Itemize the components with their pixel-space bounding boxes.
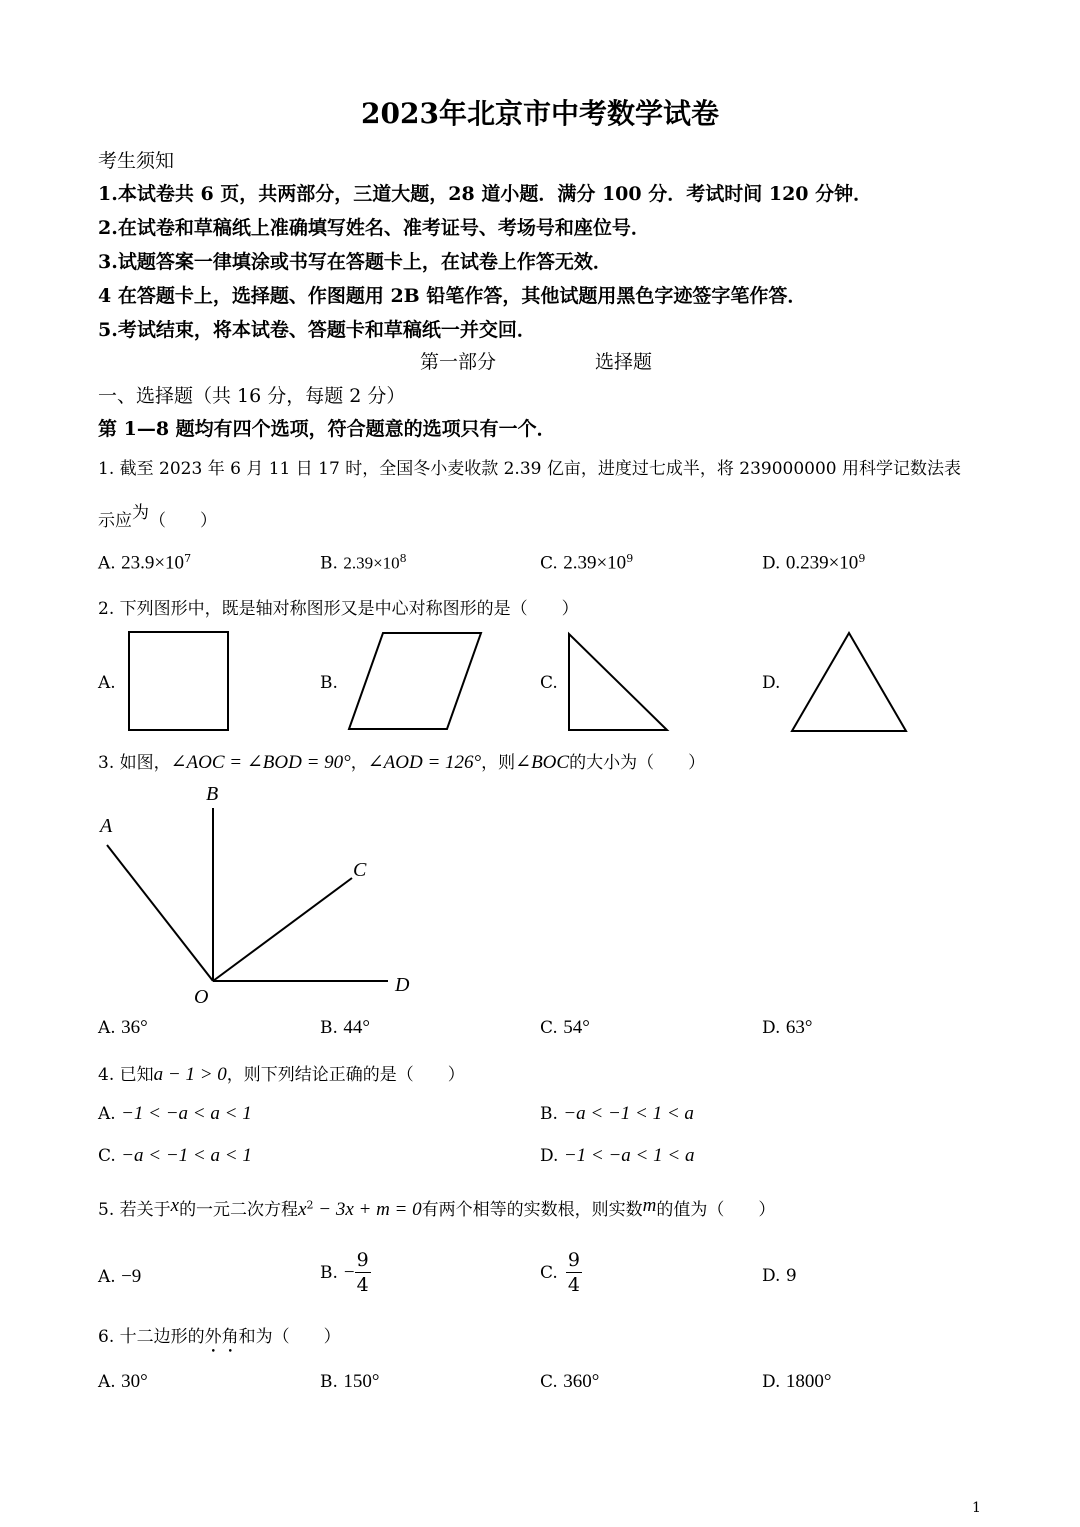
page-number: 1 <box>972 1500 981 1516</box>
part-name: 第一部分 <box>420 351 497 373</box>
q5-option-d: D. 9 <box>762 1266 797 1286</box>
option-letter: B. <box>320 1262 338 1283</box>
question-1-text: 为 <box>132 503 149 523</box>
fraction <box>355 1250 371 1295</box>
q3-option-c <box>540 1017 590 1039</box>
option-value: 1800° <box>785 1371 832 1392</box>
option-letter: B. <box>320 553 338 574</box>
notice-item: 1.本试卷共 6 页，共两部分，三道大题，28 道小题．满分 100 分．考试时间 120 分钟． <box>98 183 873 205</box>
option-mantissa: 2.39 <box>563 552 597 574</box>
question-4-text <box>98 1060 465 1086</box>
question-4-prefix: 4. 已知 <box>98 1065 154 1085</box>
notice-item: 4 在答题卡上，选择题、作图题用 2B 铅笔作答，其他试题用黑色字迹签字笔作答． <box>98 285 807 307</box>
equilateral-triangle-shape <box>792 633 906 731</box>
option-letter: D. <box>540 1146 559 1166</box>
q6-option-c <box>540 1371 599 1393</box>
q4-option-b <box>540 1103 694 1125</box>
fraction <box>566 1250 582 1295</box>
option-exponent: 8 <box>399 552 407 565</box>
option-exponent: 9 <box>858 552 866 565</box>
question-5-suffix: 的值为（ ） <box>656 1200 776 1220</box>
option-value: 63° <box>785 1017 813 1038</box>
notice-item: 2.在试卷和草稿纸上准确填写姓名、准考证号、考场号和座位号． <box>98 217 650 239</box>
q5-option-b <box>320 1250 371 1295</box>
option-exponent: 7 <box>184 552 192 565</box>
question-1-line-1: 1. 截至 2023 年 6 月 11 日 17 时，全国冬小麦收款 2.39 亿亩，进度过七成半，将 239000000 用科学记数法表 <box>98 459 962 479</box>
option-value: 44° <box>343 1017 370 1038</box>
option-value: 150° <box>343 1371 380 1392</box>
question-3-prefix: 3. 如图， <box>98 753 171 773</box>
notice-item: 5.考试结束，将本试卷、答题卡和草稿纸一并交回． <box>98 319 536 341</box>
notice-item: 3.试题答案一律填涂或书写在答题卡上，在试卷上作答无效． <box>98 251 612 273</box>
question-6-prefix: 6. 十二边形的 <box>98 1327 205 1347</box>
option-letter: A. <box>98 1018 116 1038</box>
question-2-text: 2. 下列图形中，既是轴对称图形又是中心对称图形的是（ ） <box>98 599 579 619</box>
option-mantissa: 2.39 <box>343 553 374 573</box>
page-title: 2023年北京市中考数学试卷 <box>361 97 719 130</box>
option-letter: B. <box>320 1018 338 1038</box>
question-5-m: m <box>642 1195 657 1216</box>
question-3-ask: ∠BOC <box>515 752 570 773</box>
question-4-suffix: ，则下列结论正确的是（ ） <box>226 1065 465 1085</box>
q6-option-a <box>98 1371 148 1393</box>
question-5-text <box>98 1195 775 1221</box>
option-times: ×10 <box>154 552 185 574</box>
option-letter: D. <box>762 1372 781 1392</box>
option-mantissa: 23.9 <box>121 552 155 574</box>
q4-option-c <box>98 1145 252 1167</box>
question-5-var: x <box>170 1195 180 1216</box>
fraction-denominator: 4 <box>567 1274 580 1296</box>
option-times: ×10 <box>828 552 859 574</box>
q5-option-a <box>98 1266 141 1288</box>
question-3-suffix: 的大小为（ ） <box>569 753 706 773</box>
section-instruction: 第 1—8 题均有四个选项，符合题意的选项只有一个． <box>98 418 556 440</box>
question-6-suffix: 和为（ ） <box>238 1327 341 1347</box>
option-value: −1 < −a < a < 1 <box>121 1103 252 1124</box>
fraction-numerator: 9 <box>356 1249 369 1271</box>
label-b: B <box>206 783 219 805</box>
option-value: 30° <box>121 1371 148 1392</box>
option-times: ×10 <box>596 552 627 574</box>
fraction-numerator: 9 <box>567 1249 580 1271</box>
right-triangle-shape <box>569 634 667 730</box>
option-letter: A. <box>98 553 116 574</box>
question-3-condition-2: ∠AOD = 126° <box>367 752 482 773</box>
option-letter: C. <box>540 673 558 693</box>
option-letter: D. <box>762 553 781 574</box>
label-o: O <box>194 986 209 1008</box>
option-sign: − <box>343 1261 355 1283</box>
option-letter: A. <box>98 1372 116 1392</box>
option-letter: C. <box>540 1372 558 1392</box>
option-value: 36° <box>121 1017 148 1038</box>
option-value: 54° <box>563 1017 590 1038</box>
fraction-denominator: 4 <box>356 1274 369 1296</box>
option-times: ×10 <box>373 553 400 573</box>
question-5-prefix: 5. 若关于 <box>98 1200 171 1220</box>
ray-oa <box>107 845 213 981</box>
option-value: −9 <box>121 1266 142 1287</box>
square-shape <box>129 632 228 730</box>
option-value: −a < −1 < a < 1 <box>121 1145 252 1166</box>
q4-option-d <box>540 1145 694 1167</box>
question-3-condition-1: ∠AOC = ∠BOD = 90° <box>170 752 351 773</box>
question-5-eq-x: x <box>298 1199 307 1220</box>
option-letter: A. <box>98 1267 116 1287</box>
option-letter: B. <box>540 1104 558 1124</box>
part-type: 选择题 <box>595 351 653 373</box>
label-d: D <box>395 974 410 996</box>
option-letter: B. <box>320 1372 338 1392</box>
q6-option-d <box>762 1371 831 1393</box>
q5-option-c <box>540 1250 582 1295</box>
option-letter: C. <box>540 553 558 574</box>
question-3-separator: ， <box>350 753 368 773</box>
option-letter: A. <box>98 1104 116 1124</box>
question-6-emphasis: 外角 <box>204 1327 239 1347</box>
question-1-text: 示应 <box>98 511 132 531</box>
option-letter: B. <box>320 673 338 693</box>
question-1-bracket: （ ） <box>149 511 217 531</box>
option-letter: C. <box>540 1262 558 1283</box>
q2-shapes <box>0 0 1080 760</box>
option-value: 360° <box>563 1371 600 1392</box>
notice-heading: 考生须知 <box>98 150 175 172</box>
option-letter: D. <box>762 1018 781 1038</box>
option-letter: A. <box>98 673 116 693</box>
label-c: C <box>353 859 367 881</box>
question-3-mid: ，则 <box>481 753 516 773</box>
section-heading: 一、选择题（共 16 分，每题 2 分） <box>98 385 406 407</box>
question-4-condition: a − 1 > 0 <box>153 1064 227 1085</box>
question-6-text <box>98 1322 341 1357</box>
ray-oc <box>213 878 352 981</box>
question-5-eq-rest: − 3x + m = 0 <box>313 1199 422 1220</box>
option-value: −1 < −a < 1 < a <box>563 1145 695 1166</box>
option-exponent: 9 <box>626 552 634 565</box>
question-5-mid: 有两个相等的实数根，则实数 <box>421 1200 643 1220</box>
option-mantissa: 0.239 <box>785 552 829 574</box>
q3-option-b <box>320 1017 370 1039</box>
q3-option-d <box>762 1017 812 1039</box>
label-a: A <box>100 815 113 837</box>
option-letter: C. <box>98 1146 116 1166</box>
question-5-eq-sup: 2 <box>306 1198 314 1212</box>
option-letter: D. <box>762 673 781 693</box>
option-letter: C. <box>540 1018 558 1038</box>
question-5-mid: 的一元二次方程 <box>179 1200 299 1220</box>
parallelogram-shape <box>349 633 481 729</box>
q3-angle-diagram <box>90 770 430 1010</box>
q4-option-a <box>98 1103 252 1125</box>
option-value: −a < −1 < 1 < a <box>563 1103 694 1124</box>
q3-option-a <box>98 1017 148 1039</box>
q6-option-b <box>320 1371 379 1393</box>
